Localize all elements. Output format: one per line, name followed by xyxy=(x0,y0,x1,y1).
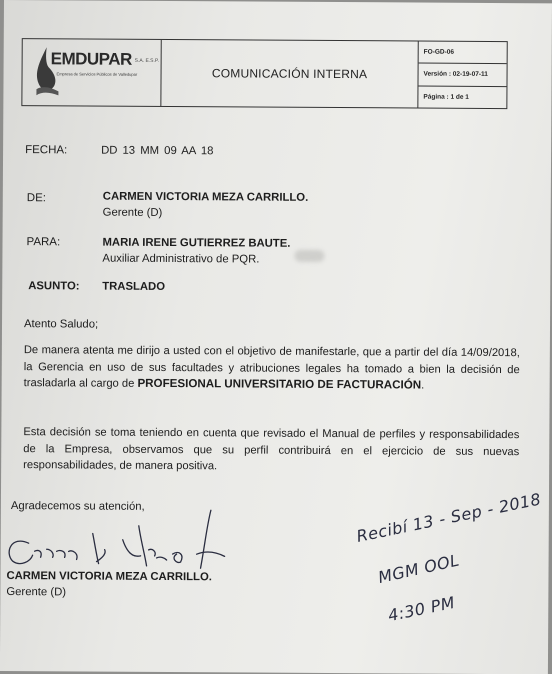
para-name: MARIA IRENE GUTIERREZ BAUTE. xyxy=(102,236,291,250)
de-title: Gerente (D) xyxy=(102,206,163,219)
para-title: Auxiliar Administrativo de PQR. xyxy=(102,252,260,266)
smudge xyxy=(294,250,324,262)
signature-title: Gerente (D) xyxy=(6,586,67,599)
logo-tagline: Empresa de Servicios Públicos de Valledupar xyxy=(56,71,138,77)
receipt-note-line2: MGM OOL xyxy=(376,550,462,588)
receipt-note-line3: 4:30 PM xyxy=(386,592,457,626)
body-paragraph-1 xyxy=(24,342,520,395)
document-code: FO-GD-06 xyxy=(419,42,507,65)
new-position-title: PROFESIONAL UNIVERSITARIO DE FACTURACIÓN xyxy=(137,376,422,392)
document-control-box xyxy=(418,42,506,109)
fecha-label: FECHA: xyxy=(25,144,68,157)
para-label: PARA: xyxy=(26,236,61,249)
body-paragraph-2: Esta decisión se toma teniendo en cuenta que revisado el Manual de perfiles y responsabilidades de la Empresa, observamos que su perfil contribuirá en el ejercicio de sus nuevas responsabilidades, de manera positiva. xyxy=(23,426,520,473)
closing: Agradecemos su atención, xyxy=(10,500,145,513)
document-version: Versión : 02-19-07-11 xyxy=(418,64,506,87)
body-paragraph-1-end: . xyxy=(421,379,425,392)
logo-sa: S.A. E.S.P. xyxy=(134,57,160,64)
document-page-number: Página : 1 de 1 xyxy=(423,93,469,101)
greeting: Atento Saludo; xyxy=(23,318,99,331)
company-logo xyxy=(22,39,161,106)
signature-name: CARMEN VICTORIA MEZA CARRILLO. xyxy=(6,570,212,584)
asunto-label: ASUNTO: xyxy=(28,280,80,293)
document-title: COMUNICACIÓN INTERNA xyxy=(161,40,418,108)
document-header xyxy=(21,38,507,109)
fecha-value: DD 13 MM 09 AA 18 xyxy=(101,144,214,158)
body-paragraph-1-text: De manera atenta me dirijo a usted con el objetivo de manifestarle, que a partir del día 14/09/2018, la Gerencia en uso de sus facultades y atribuciones legales ha tomado a bien la decisión de trasladarla al cargo de xyxy=(23,344,520,390)
de-name: CARMEN VICTORIA MEZA CARRILLO. xyxy=(102,190,309,204)
logo-name: EMDUPAR xyxy=(50,49,132,69)
de-label: DE: xyxy=(26,192,46,205)
asunto-value: TRASLADO xyxy=(102,280,166,293)
receipt-note-line1: Recibí 13 - Sep - 2018 xyxy=(354,489,543,546)
